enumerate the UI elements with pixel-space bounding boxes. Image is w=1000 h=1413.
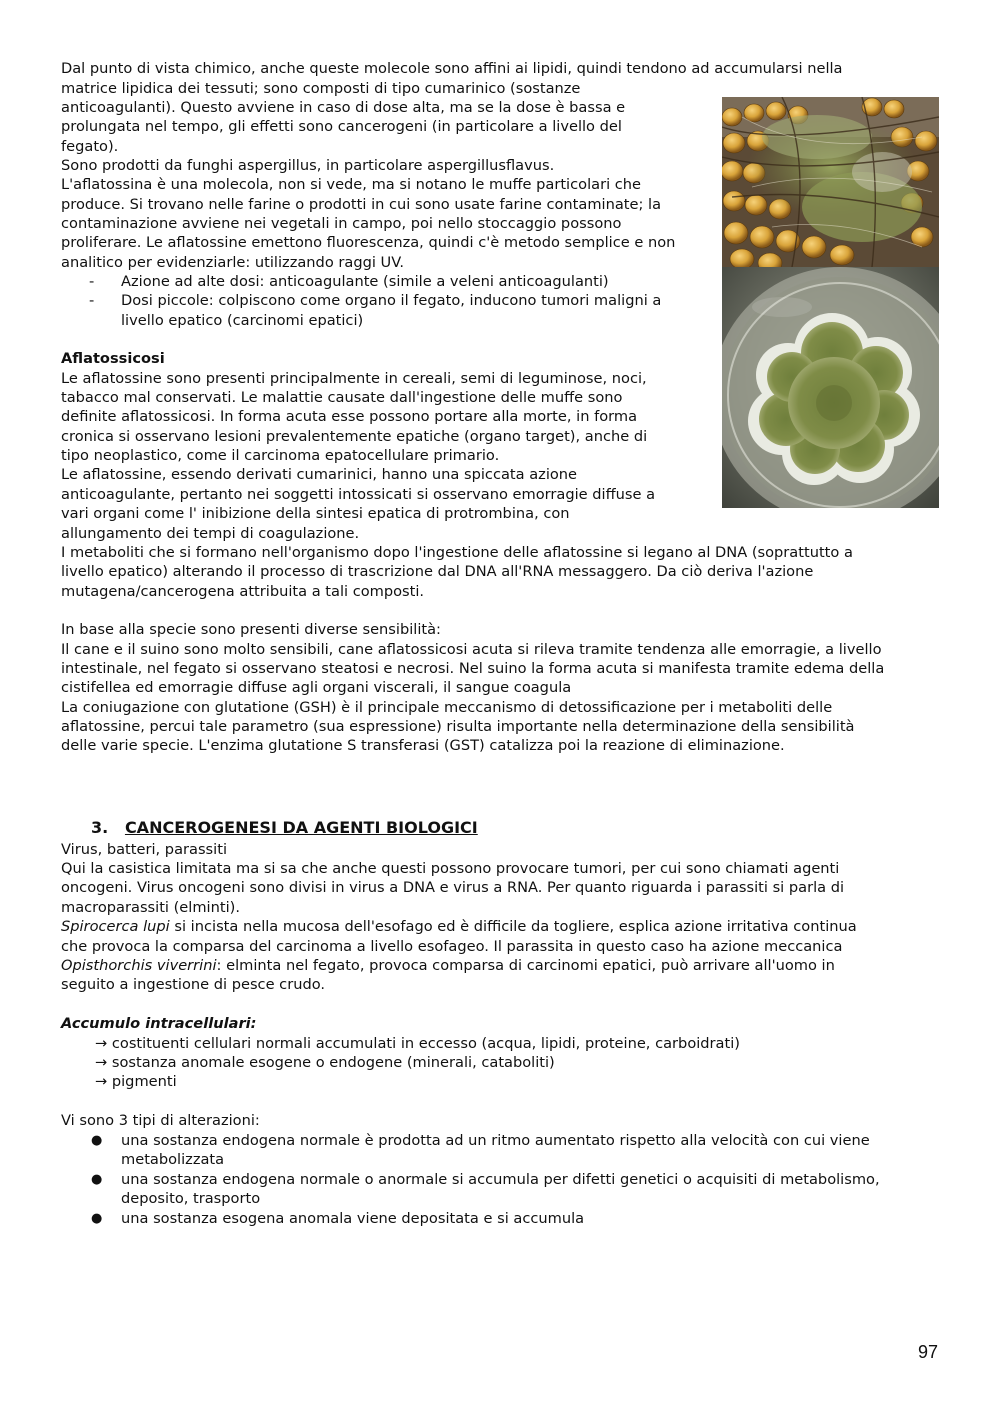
list-item: una sostanza endogena normale o anormale si accumula per difetti genetici o acquisiti di metabolismo, (121, 1171, 880, 1188)
list-item: Azione ad alte dosi: anticoagulante (simile a veleni anticoagulanti) (121, 273, 609, 290)
list-item: una sostanza esogena anomala viene depositata e si accumula (121, 1210, 585, 1227)
page-number: 97 (918, 1342, 939, 1362)
text-line (61, 956, 835, 976)
list-item: deposito, trasporto (121, 1190, 261, 1207)
text-line: seguito a ingestione di pesce crudo. (61, 976, 326, 993)
text-line: Le aflatossine sono presenti principalmente in cereali, semi di leguminose, noci, (61, 370, 647, 387)
text-line: Vi sono 3 tipi di alterazioni: (61, 1112, 260, 1129)
list-item: una sostanza endogena normale è prodotta ad un ritmo aumentato rispetto alla velocità con cui viene (121, 1132, 870, 1149)
list-item: livello epatico (carcinomi epatici) (121, 312, 364, 329)
text-line: anticoagulante, pertanto nei soggetti intossicati si osservano emorragie diffuse a (61, 486, 656, 503)
text-line: Dal punto di vista chimico, anche queste molecole sono affini ai lipidi, quindi tendono ad accumularsi nella (61, 60, 843, 77)
subsection-title: Accumulo intracellulari: (61, 1015, 257, 1032)
text-line: contaminazione avviene nei vegetali in campo, poi nello stoccaggio possono (61, 215, 622, 232)
text-line: anticoagulanti). Questo avviene in caso di dose alta, ma se la dose è bassa e (61, 99, 626, 116)
text-line: Il cane e il suino sono molto sensibili, cane aflatossicosi acuta si rileva tramite tendenza alle emorragie, a livello (61, 641, 882, 658)
bullet-icon: ● (91, 1133, 103, 1148)
text-line: I metaboliti che si formano nell'organismo dopo l'ingestione delle aflatossine si legano al DNA (soprattutto a (61, 544, 853, 561)
text-line: L'aflatossina è una molecola, non si vede, ma si notano le muffe particolari che (61, 176, 642, 193)
section-title: CANCEROGENESI DA AGENTI BIOLOGICI (124, 818, 478, 837)
petri-dish-photo (722, 267, 939, 508)
section-heading (91, 818, 478, 838)
text-line: produce. Si trovano nelle farine o prodotti in cui sono usate farine contaminate; la (61, 196, 662, 213)
aspergillus-colony-image (722, 267, 939, 508)
text-line: proliferare. Le aflatossine emettono fluorescenza, quindi c'è metodo semplice e non (61, 234, 676, 251)
text-line: matrice lipidica dei tessuti; sono composti di tipo cumarinico (sostanze (61, 80, 581, 97)
text-line: Virus, batteri, parassiti (61, 841, 227, 858)
text-line: oncogeni. Virus oncogeni sono divisi in virus a DNA e virus a RNA. Per quanto riguarda i parassiti si parla di (61, 879, 845, 896)
text-line: Qui la casistica limitata ma si sa che anche questi possono provocare tumori, per cui sono chiamati agenti (61, 860, 840, 877)
text-line: delle varie specie. L'enzima glutatione S transferasi (GST) catalizza poi la reazione di eliminazione. (61, 737, 785, 754)
list-item: Dosi piccole: colpiscono come organo il fegato, inducono tumori maligni a (121, 292, 662, 309)
text-line: Le aflatossine, essendo derivati cumarinici, hanno una spiccata azione (61, 466, 578, 483)
text-line: allungamento dei tempi di coagulazione. (61, 525, 360, 542)
text-span: : elminta nel fegato, provoca comparsa di carcinomi epatici, può arrivare all'uomo in (216, 957, 835, 974)
text-line: cistifellea ed emorragie diffuse agli organi viscerali, il sangue coagula (61, 679, 572, 696)
text-line: intestinale, nel fegato si osservano steatosi e necrosi. Nel suino la forma acuta si manifesta tramite edema della (61, 660, 885, 677)
text-line: che provoca la comparsa del carcinoma a livello esofageo. Il parassita in questo caso ha azione meccanica (61, 938, 843, 955)
list-dash: - (89, 273, 95, 290)
text-line: prolungata nel tempo, gli effetti sono cancerogeni (in particolare a livello del (61, 118, 622, 135)
arrow-item: → pigmenti (95, 1073, 177, 1090)
bullet-icon: ● (91, 1211, 103, 1226)
text-line: tipo neoplastico, come il carcinoma epatocellulare primario. (61, 447, 500, 464)
text-line: La coniugazione con glutatione (GSH) è il principale meccanismo di detossificazione per i metaboliti delle (61, 699, 833, 716)
text-line: aflatossine, percui tale parametro (sua espressione) risulta importante nella determinazione della sensibilità (61, 718, 855, 735)
moldy-corn-photo (722, 97, 939, 267)
text-span: si incista nella mucosa dell'esofago ed è difficile da togliere, esplica azione irritativa continua (169, 918, 857, 935)
text-line: Sono prodotti da funghi aspergillus, in particolare aspergillusflavus. (61, 157, 555, 174)
text-line: vari organi come l' inibizione della sintesi epatica di protrombina, con (61, 505, 570, 522)
text-line: cronica si osservano lesioni prevalentemente epatiche (organo target), anche di (61, 428, 648, 445)
list-item: metabolizzata (121, 1151, 225, 1168)
text-line: macroparassiti (elminti). (61, 899, 240, 916)
text-line: analitico per evidenziarle: utilizzando raggi UV. (61, 254, 404, 271)
text-line (61, 917, 857, 937)
text-line: tabacco mal conservati. Le malattie causate dall'ingestione delle muffe sono (61, 389, 623, 406)
species-name: Spirocerca lupi (61, 918, 170, 935)
section-number: 3. (91, 818, 109, 837)
text-line: fegato). (61, 138, 119, 155)
bullet-icon: ● (91, 1172, 103, 1187)
text-line: In base alla specie sono presenti diverse sensibilità: (61, 621, 441, 638)
subsection-title: Aflatossicosi (61, 350, 165, 367)
arrow-item: → costituenti cellulari normali accumulati in eccesso (acqua, lipidi, proteine, carboidrati) (95, 1035, 740, 1052)
text-line: mutagena/cancerogena attribuita a tali composti. (61, 583, 425, 600)
text-line: livello epatico) alterando il processo di trascrizione dal DNA all'RNA messaggero. Da ciò deriva l'azione (61, 563, 814, 580)
arrow-item: → sostanza anomale esogene o endogene (minerali, cataboliti) (95, 1054, 555, 1071)
list-dash: - (89, 292, 95, 309)
moldy-corn-image (722, 97, 939, 267)
species-name: Opisthorchis viverrini (61, 957, 217, 974)
text-line: definite aflatossicosi. In forma acuta esse possono portare alla morte, in forma (61, 408, 638, 425)
